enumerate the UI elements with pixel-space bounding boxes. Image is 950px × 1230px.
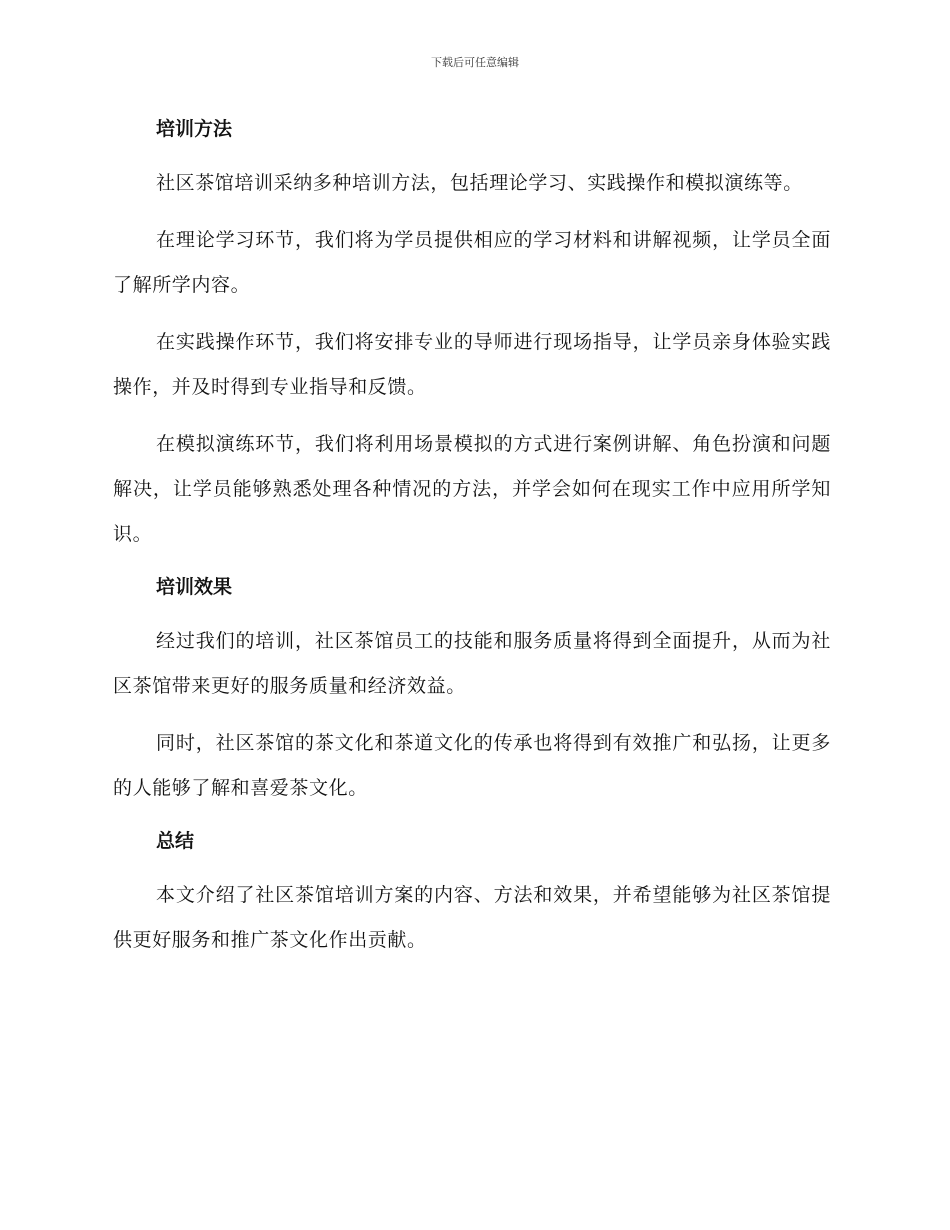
paragraph: 经过我们的培训，社区茶馆员工的技能和服务质量将得到全面提升，从而为社区茶馆带来更好的服务质量和经济效益。: [113, 630, 831, 697]
paragraph: 在实践操作环节，我们将安排专业的导师进行现场指导，让学员亲身体验实践操作，并及时得到专业指导和反馈。: [113, 331, 831, 398]
paragraph: 同时，社区茶馆的茶文化和茶道文化的传承也将得到有效推广和弘扬，让更多的人能够了解和喜爱茶文化。: [113, 732, 831, 799]
section-training-effects: [113, 569, 831, 811]
page-header-note: 下载后可任意编辑: [431, 56, 519, 69]
paragraph: 在模拟演练环节，我们将利用场景模拟的方式进行案例讲解、角色扮演和问题解决，让学员能够熟悉处理各种情况的方法，并学会如何在现实工作中应用所学知识。: [113, 433, 831, 545]
section-heading: 培训效果: [156, 576, 233, 598]
paragraph: 在理论学习环节，我们将为学员提供相应的学习材料和讲解视频，让学员全面了解所学内容。: [113, 229, 831, 296]
section-heading: 总结: [156, 830, 195, 852]
section-summary: [113, 823, 831, 963]
section-heading: 培训方法: [156, 118, 233, 140]
paragraph: 社区茶馆培训采纳多种培训方法，包括理论学习、实践操作和模拟演练等。: [156, 172, 803, 194]
section-training-methods: [113, 111, 831, 557]
document-body: [113, 111, 831, 975]
paragraph: 本文介绍了社区茶馆培训方案的内容、方法和效果，并希望能够为社区茶馆提供更好服务和推广茶文化作出贡献。: [113, 884, 831, 951]
